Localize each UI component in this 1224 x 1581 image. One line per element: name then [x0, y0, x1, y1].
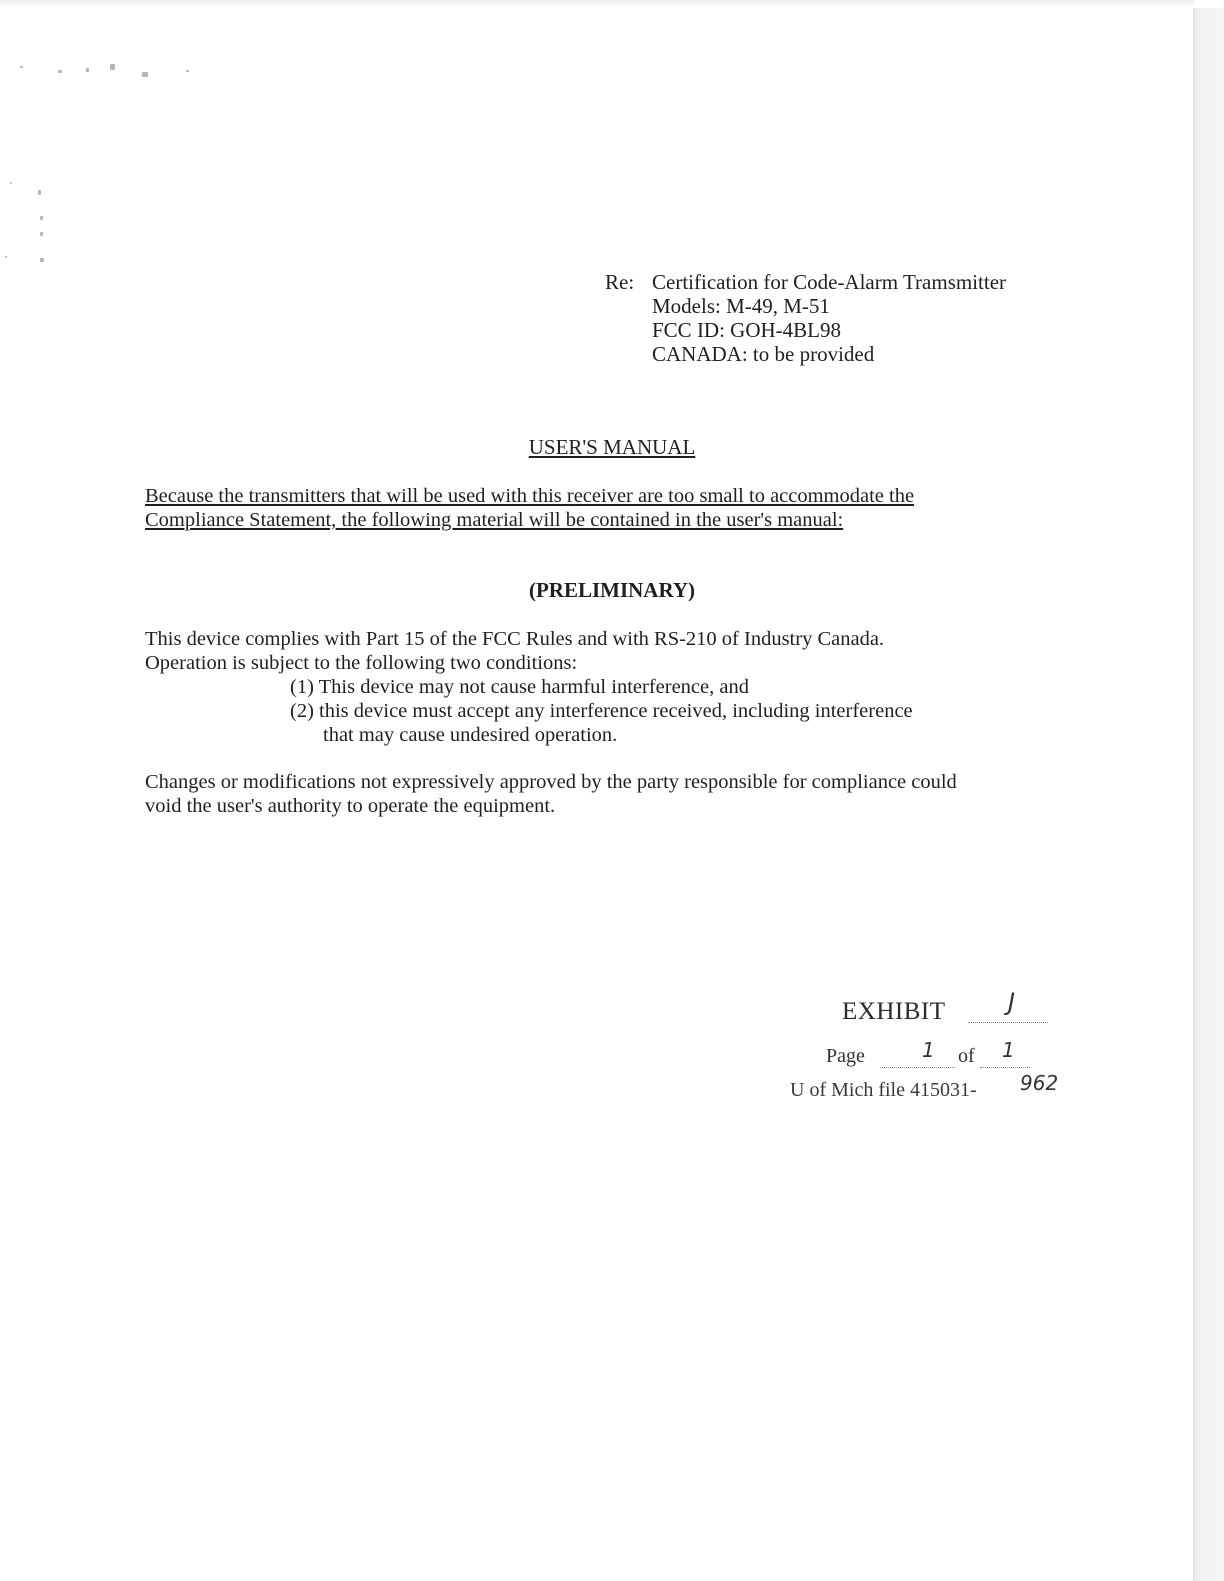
condition-item-continuation: that may cause undesired operation.: [323, 724, 618, 746]
changes-line: void the user's authority to operate the equipment.: [145, 795, 556, 817]
intro-line: Because the transmitters that will be used with this receiver are too small to accommodate the: [145, 485, 915, 507]
exhibit-handwritten-letter: J: [1008, 988, 1016, 1016]
condition-item: (2) this device must accept any interference received, including interference: [290, 700, 913, 722]
page-total-blank: [980, 1067, 1030, 1068]
intro-line: Compliance Statement, the following material will be contained in the user's manual:: [145, 509, 844, 531]
condition-item: (1) This device may not cause harmful interference, and: [290, 676, 749, 698]
re-label: Re:: [605, 270, 635, 294]
page-total: 1: [1002, 1038, 1015, 1062]
changes-line: Changes or modifications not expressively approved by the party responsible for compliance could: [145, 771, 957, 793]
exhibit-label: EXHIBIT: [842, 998, 946, 1025]
page-label: Page: [826, 1045, 865, 1067]
re-line-fcc-id: FCC ID: GOH-4BL98: [652, 318, 842, 342]
scan-top-edge: [0, 0, 1194, 8]
file-label: U of Mich file 415031-: [790, 1079, 977, 1101]
compliance-line: Operation is subject to the following two conditions:: [145, 652, 578, 674]
page-number-blank: [880, 1067, 955, 1068]
conditions-list: [290, 675, 913, 747]
scan-right-edge: [1193, 8, 1224, 1581]
changes-paragraph: [145, 770, 957, 818]
compliance-line: This device complies with Part 15 of the FCC Rules and with RS-210 of Industry Canada.: [145, 628, 885, 650]
users-manual-heading: USER'S MANUAL: [528, 435, 696, 459]
exhibit-underline: [968, 1022, 1048, 1023]
intro-paragraph: [145, 484, 1105, 532]
preliminary-heading: (PRELIMINARY): [528, 578, 696, 602]
page-number: 1: [922, 1038, 935, 1062]
file-suffix: 962: [1020, 1071, 1059, 1095]
re-line-canada: CANADA: to be provided: [652, 342, 875, 366]
compliance-paragraph: [145, 627, 884, 675]
re-line-certification: Certification for Code-Alarm Tramsmitter: [652, 270, 1007, 294]
re-line-models: Models: M-49, M-51: [652, 294, 830, 318]
re-lines: [652, 270, 1006, 366]
of-label: of: [958, 1045, 975, 1067]
